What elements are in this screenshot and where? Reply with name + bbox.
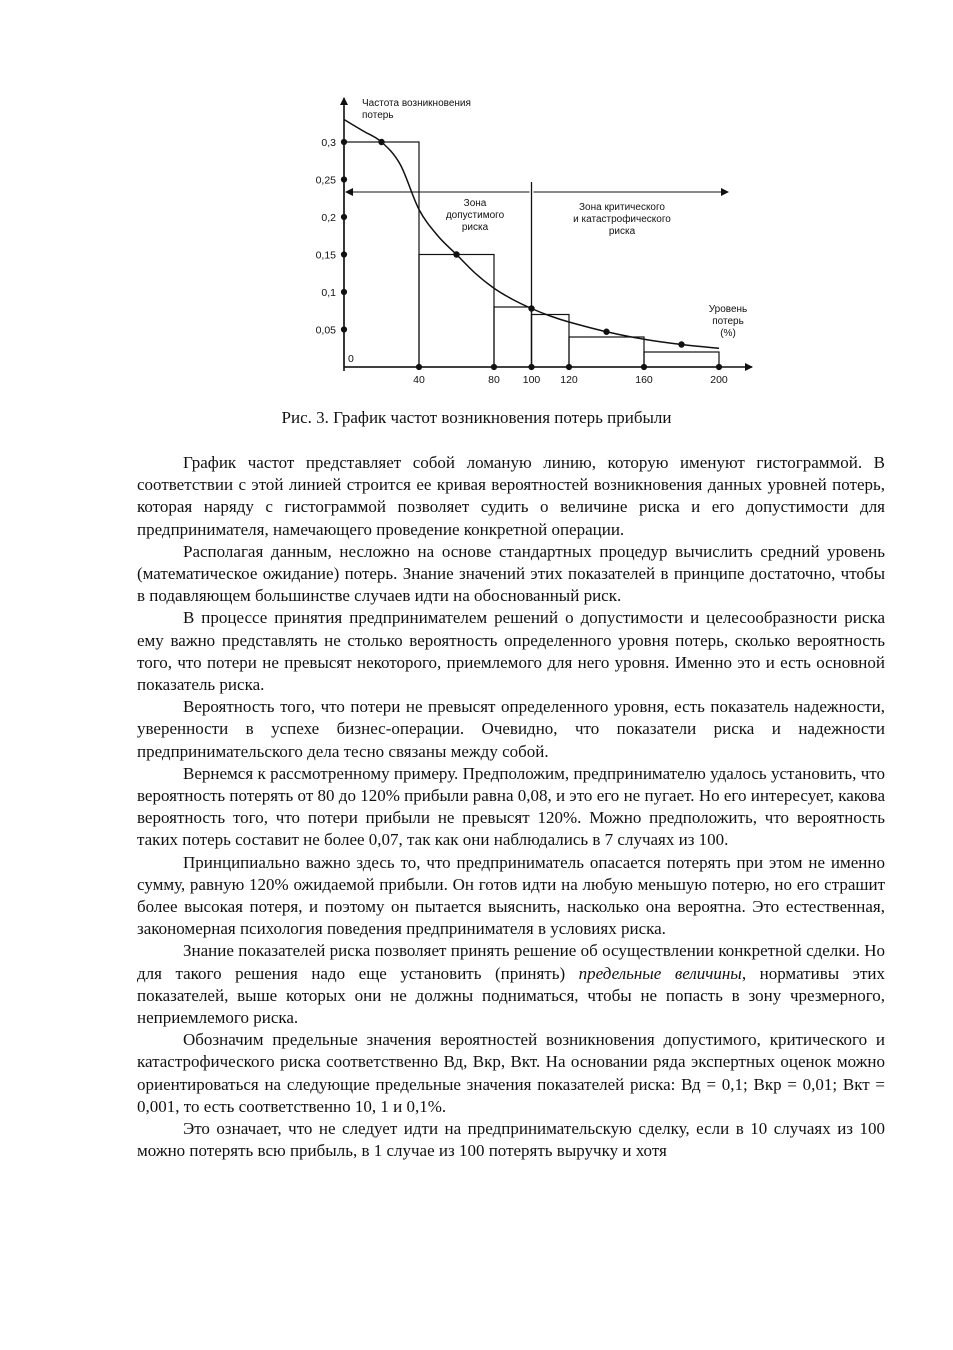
y-tick-label: 0,15: [315, 249, 336, 262]
y-tick-label: 0,3: [321, 137, 336, 149]
body-text: [137, 452, 885, 1163]
zone-critical-label: Зона критического и катастрофического риска: [573, 202, 671, 237]
x-tick-label: 40: [413, 374, 425, 386]
x-tick-dot: [491, 364, 497, 370]
y-tick-dot: [341, 326, 347, 332]
y-tick-dot: [341, 176, 347, 182]
x-tick-label: 100: [522, 374, 541, 386]
x-tick-label: 0: [348, 353, 354, 365]
paragraph-6: Принципиально важно здесь то, что предприниматель опасается потерять при этом не именно сумму, равную 120% ожидаемой прибыли. Он готов идти на любую меньшую потерю, но его страшит более высокая потеря, и поэтому он пытается выяснить, насколько она вероятна. Это естественная, закономерная психология поведения предпринимателя в условиях риска.: [137, 852, 885, 939]
y-tick-dot: [341, 139, 347, 145]
curve-point-2: [453, 251, 459, 257]
chart-axes: [344, 98, 752, 371]
x-tick-label: 80: [488, 374, 500, 386]
paragraph-8: Обозначим предельные значения вероятностей возникновения допустимого, критического и катастрофического риска соответственно Вд, Вкр, Вкт. На основании ряда экспертных оценок можно ориентироваться на следующие предельные значения показателей риска: Вд = 0,1; Вкр = 0,01; Вкт = 0,001, то есть соответственно 10, 1 и 0,1%.: [137, 1030, 885, 1116]
y-tick-label: 0,25: [315, 174, 336, 187]
histogram-step-6: [644, 352, 719, 367]
y-tick-dot: [341, 214, 347, 220]
y-tick-label: 0,1: [321, 287, 336, 299]
loss-frequency-chart: [300, 86, 770, 396]
paragraph-7: [137, 940, 885, 1029]
paragraph-7-end: , нормативы этих показателей, выше которых они не должны подниматься, чтобы не попасть в зону чрезмерного, неприемлемого риска.: [137, 963, 886, 1028]
histogram-step-2: [419, 255, 494, 368]
x-tick-dot: [416, 364, 422, 370]
paragraph-9: Это означает, что не следует идти на предпринимательскую сделку, если в 10 случаях из 100 можно потерять всю прибыль, в 1 случае из 100 потерять выручку и хотя: [137, 1119, 885, 1161]
figure-caption: Рис. 3. График частот возникновения потерь прибыли: [281, 408, 672, 427]
zone-permissible-label: Зона допустимого риска: [445, 198, 505, 233]
y-axis-title: Частота возникновения потерь: [362, 98, 471, 121]
histogram-step-5: [569, 337, 644, 367]
curve-point-5: [678, 341, 684, 347]
x-tick-dot: [641, 364, 647, 370]
y-tick-label: 0,05: [315, 324, 336, 337]
x-tick-label: 160: [635, 374, 653, 386]
x-tick-dot: [528, 364, 534, 370]
paragraph-4: Вероятность того, что потери не превысят определенного уровня, есть показатель надежности, уверенности в успехе бизнес-операции. Очевидно, что показатели риска и надежности предпринимательского дела тесно связаны между собой.: [137, 697, 885, 761]
paragraph-7-start: Знание показателей риска позволяет принять решение об осуществлении конкретной сделки. Но для такого решения надо еще установить (принять): [137, 941, 885, 983]
x-axis-title: Уровень потерь (%): [708, 304, 748, 339]
curve-point-4: [603, 329, 609, 335]
histogram-step-3: [494, 307, 532, 367]
y-tick-dot: [341, 251, 347, 257]
paragraph-5: Вернемся к рассмотренному примеру. Предположим, предпринимателю удалось установить, что вероятность потерять от 80 до 120% прибыли равна 0,08, и это его не пугает. Но его интересует, какова вероятность того, что потери прибыли не превысят 120%. Можно предположить, что вероятность таких потерь составит не более 0,07, так как они наблюдались в 7 случаях из 100.: [137, 763, 885, 850]
risk-zones: [346, 182, 728, 367]
paragraph-2: Располагая данным, несложно на основе стандартных процедур вычислить средний уровень (математическое ожидание) потерь. Знание значений этих показателей в принципе достаточно, чтобы в подавляющем большинстве случаев идти на обоснованный риск.: [137, 541, 885, 606]
y-tick-dot: [341, 289, 347, 295]
histogram-step-1: [344, 142, 419, 367]
paragraph-3: В процессе принятия предпринимателем решений о допустимости и целесообразности риска ему важно представлять не столько вероятность определенного уровня потерь, сколько вероятность того, что потери не превысят некоторого, приемлемого для него уровня. Именно это и есть основной показатель риска.: [137, 608, 885, 695]
x-tick-label: 120: [560, 374, 578, 386]
curve-point-1: [378, 139, 384, 145]
axis-titles: [362, 98, 747, 339]
axis-ticks: [316, 137, 728, 386]
paragraph-1: График частот представляет собой ломаную линию, которую именуют гистограммой. В соответствии с этой линией строится ее кривая вероятностей возникновения данных уровней потерь, которая наряду с гистограммой позволяет судить о величине риска и его допустимости для предпринимателя, намечающего проведение конкретной операции.: [137, 453, 885, 539]
y-tick-label: 0,2: [321, 212, 336, 224]
x-tick-dot: [566, 364, 572, 370]
emphasis-limit-values: предельные величины: [578, 963, 742, 983]
histogram-step-4: [532, 315, 570, 368]
x-tick-label: 200: [710, 374, 728, 386]
x-tick-dot: [716, 364, 722, 370]
